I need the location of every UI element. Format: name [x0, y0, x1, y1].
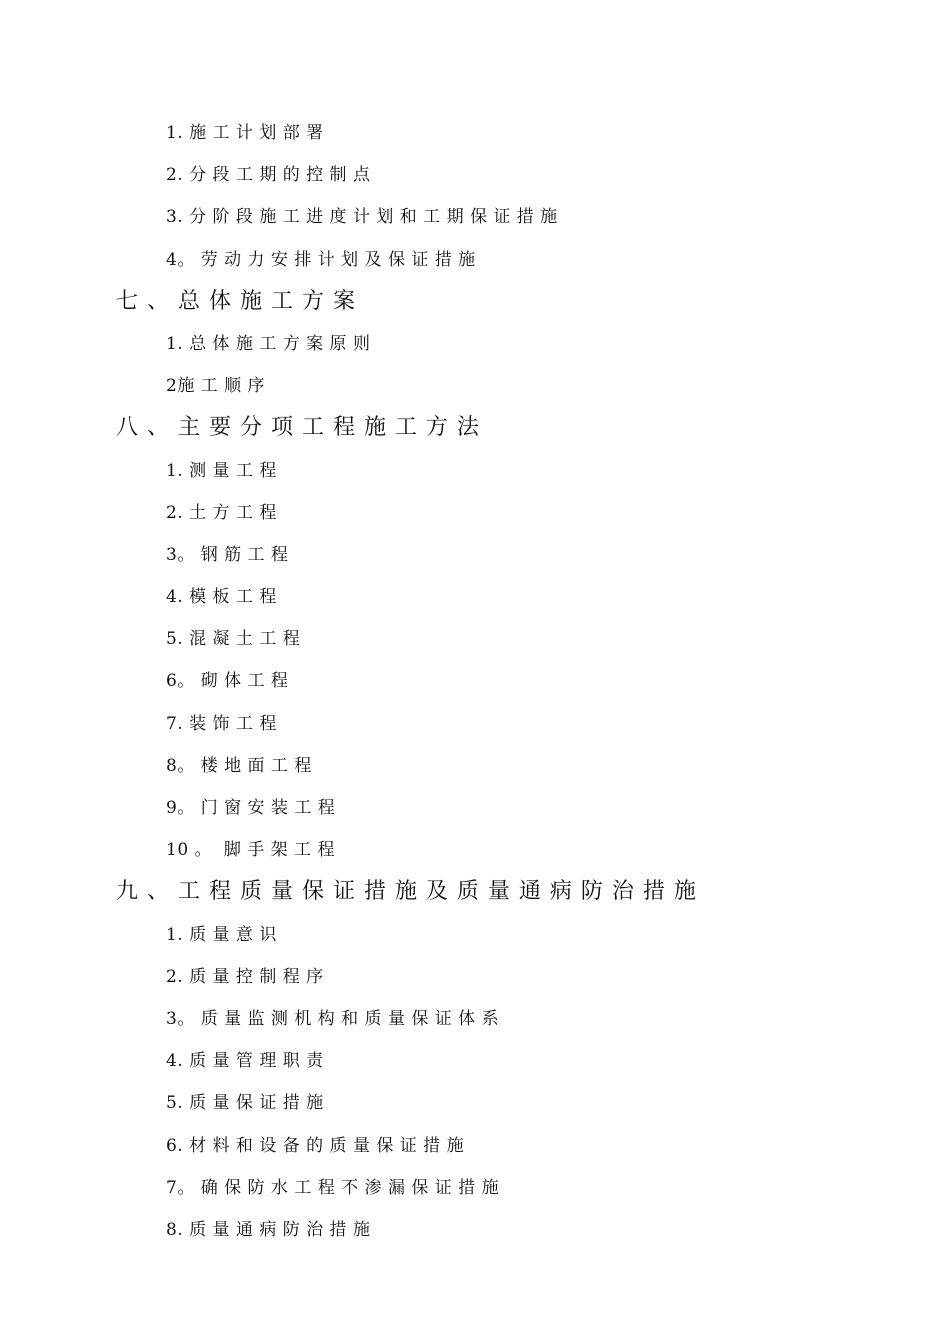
toc-item: 4. 质 量 管 理 职 责 [166, 1051, 324, 1072]
toc-item: 8. 质 量 通 病 防 治 措 施 [166, 1219, 371, 1240]
toc-item: 2施 工 顺 序 [166, 376, 266, 397]
toc-item: 3. 分 阶 段 施 工 进 度 计 划 和 工 期 保 证 措 施 [166, 207, 558, 228]
toc-section-schedule [0, 112, 950, 281]
toc-item: 9。 门 窗 安 装 工 程 [166, 798, 336, 818]
toc-heading: 八 、 主 要 分 项 工 程 施 工 方 法 [116, 415, 480, 441]
toc-item: 4. 模 板 工 程 [166, 587, 277, 608]
toc-item: 6。 砌 体 工 程 [166, 671, 289, 692]
toc-item: 5. 质 量 保 证 措 施 [166, 1093, 324, 1114]
toc-item: 3。 钢 筋 工 程 [166, 544, 289, 565]
toc-item: 2. 质 量 控 制 程 序 [166, 966, 324, 987]
toc-heading: 七 、 总 体 施 工 方 案 [116, 288, 356, 314]
toc-heading: 九 、 工 程 质 量 保 证 措 施 及 质 量 通 病 防 治 措 施 [116, 879, 697, 905]
toc-section-overall-plan [0, 281, 950, 408]
toc-item: 1. 质 量 意 识 [166, 924, 277, 945]
toc-item: 4。 劳 动 力 安 排 计 划 及 保 证 措 施 [166, 249, 476, 270]
toc-section-quality-assurance [0, 871, 950, 1251]
toc-item: 2. 分 段 工 期 的 控 制 点 [166, 165, 371, 186]
toc-section-construction-methods [0, 407, 950, 871]
toc-item: 8。 楼 地 面 工 程 [166, 755, 312, 776]
toc-item: 1. 施 工 计 划 部 署 [166, 123, 324, 143]
toc-item: 2. 土 方 工 程 [166, 502, 277, 523]
toc-item: 1. 测 量 工 程 [166, 460, 277, 481]
toc-item: 7. 装 饰 工 程 [166, 713, 277, 734]
toc-item: 7。 确 保 防 水 工 程 不 渗 漏 保 证 措 施 [166, 1177, 500, 1198]
table-of-contents [0, 112, 950, 1251]
toc-item: 1. 总 体 施 工 方 案 原 则 [166, 333, 371, 354]
toc-item: 10 。 脚 手 架 工 程 [166, 840, 335, 861]
toc-item: 5. 混 凝 土 工 程 [166, 629, 301, 650]
toc-item: 6. 材 料 和 设 备 的 质 量 保 证 措 施 [166, 1135, 465, 1156]
toc-item: 3。 质 量 监 测 机 构 和 质 量 保 证 体 系 [166, 1008, 500, 1029]
